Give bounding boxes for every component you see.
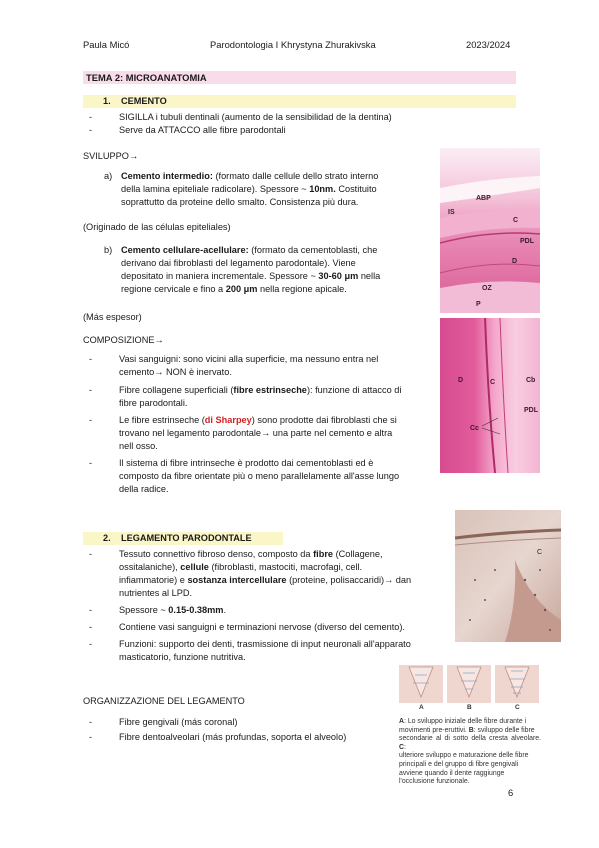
l1-collagene: (Collagene,: [335, 549, 383, 559]
panel-label-b: B: [467, 704, 472, 710]
caption-line5: principali e del gruppo di fibre gengivali: [399, 760, 519, 768]
caption-line4: ulteriore sviluppo e maturazione delle fibre: [399, 752, 529, 760]
l1-nutrientes: nutrientes al LPD.: [119, 588, 193, 598]
item-a-note: (Originado de las células epiteliales): [83, 222, 231, 232]
organizzazione-list: [83, 716, 383, 744]
comp1-line1: - Vasi sanguigni: sono vicini alla superficie, ma nessuno entra nel: [119, 354, 379, 364]
figure-label: C: [513, 217, 519, 224]
figure-label: D: [512, 258, 518, 265]
figure-label: IS: [448, 209, 455, 216]
item-b-line3-end: nella: [360, 271, 381, 281]
comp2-end: ): funzione di attacco di: [306, 385, 402, 395]
item-a-line1: (formato dalle cellule dello strato interno: [215, 171, 379, 181]
list-item: [83, 384, 432, 410]
caption-line3-end: :: [403, 743, 406, 751]
cemento-bullets: [83, 111, 438, 137]
list-item: - Fibre dentoalveolari (más profundas, soporta el alveolo): [83, 731, 383, 744]
l1-sostanza: sostanza intercellulare: [187, 575, 287, 585]
arrow-right-icon: →: [154, 367, 164, 377]
caption-line2-end: : sviluppo delle fibre: [473, 726, 535, 734]
item-b-line3: depositato in maniera incrementale. Spessore ~: [121, 271, 316, 281]
figure-label: PDL: [524, 407, 538, 414]
l1-cellule: cellule: [180, 562, 209, 572]
figure-label: P: [476, 301, 481, 308]
item-a-line3: soprattutto da proteine dello smalto. Consistenza più dura.: [121, 197, 359, 207]
caption-c-label: C: [399, 743, 404, 751]
item-b-text: [121, 244, 421, 296]
section-title-cemento: CEMENTO: [121, 96, 167, 106]
item-a-marker: a): [104, 171, 113, 181]
section-number-cemento: 1.: [103, 96, 111, 106]
histology-image-cemento-pink: [440, 318, 540, 473]
item-a-line2: della lamina epiteliale radicolare). Spessore ~: [121, 184, 307, 194]
comp2-line2: fibre parodontali.: [119, 398, 188, 408]
caption-line6: avviene quando il dente raggiunge: [399, 769, 505, 777]
sviluppo-heading: [83, 150, 138, 163]
item-a-text: [121, 170, 421, 209]
l2-end: .: [223, 605, 227, 615]
list-item: - SIGILLA i tubuli dentinali (aumento de la sensibilidad de la dentina): [83, 111, 438, 124]
list-item: [83, 638, 447, 664]
l2-start: Spessore ~: [119, 605, 166, 615]
figure-label: Cb: [526, 377, 536, 384]
section-number-legamento: 2.: [103, 533, 111, 543]
sviluppo-label: SVILUPPO: [83, 151, 129, 161]
organizzazione-title: ORGANIZZAZIONE DEL LEGAMENTO: [83, 696, 245, 706]
l1-infiammatorie: infiammatorie) e: [119, 575, 185, 585]
figure-caption: [399, 718, 541, 787]
arrow-right-icon: →: [154, 335, 164, 345]
figure-label: C: [537, 549, 543, 556]
comp3-sharpey: di Sharpey: [204, 415, 252, 425]
comp3-start: Le fibre estrinseche (: [119, 415, 205, 425]
item-b-thickness-cervical: 30-60 μm: [318, 271, 359, 281]
histology-image-ligament: [455, 510, 561, 642]
figure-label: D: [458, 377, 464, 384]
list-item: - Fibre gengivali (más coronal): [83, 716, 383, 729]
header-year: 2023/2024: [466, 39, 511, 50]
caption-line7: l'occlusione funzionale.: [399, 778, 470, 786]
comp4-line3: della radice.: [119, 484, 169, 494]
l1-dan: dan: [395, 575, 412, 585]
topic-title: TEMA 2: MICROANATOMIA: [86, 72, 207, 83]
composizione-label: COMPOSIZIONE: [83, 335, 155, 345]
comp1-cemento: cemento: [119, 367, 155, 377]
list-item: - Contiene vasi sanguigni e terminazioni nervose (diverso del cemento).: [83, 621, 447, 634]
item-b-note: (Más espesor): [83, 312, 142, 322]
l1-ossitalaniche: ossitalaniche),: [119, 562, 178, 572]
l4-line1: - Funzioni: supporto dei denti, trasmissione di input neuronali all'apparato: [119, 639, 411, 649]
arrow-right-icon: →: [128, 151, 139, 161]
arrow-right-icon: →: [384, 575, 394, 585]
legamento-list: [83, 548, 447, 664]
section-title-legamento: LEGAMENTO PARODONTALE: [121, 533, 252, 543]
list-item: - Serve da ATTACCO alle fibre parodontali: [83, 124, 438, 137]
histology-image-cemento-top: [440, 148, 540, 313]
list-item: [83, 353, 432, 379]
figure-label: Cc: [470, 425, 479, 432]
item-b-marker: b): [104, 245, 113, 255]
fiber-development-diagram: [399, 665, 541, 710]
item-b-line4-end: nella regione apicale.: [259, 284, 347, 294]
comp2-fibre-estrinseche: fibre estrinseche: [233, 385, 307, 395]
item-b-line4: regione cervicale e fino a: [121, 284, 224, 294]
comp3-line3: nell osso.: [119, 441, 158, 451]
l2-thickness: 0.15-0.38mm: [168, 605, 224, 615]
comp3-line2: trovano nel legamento parodontale: [119, 428, 261, 438]
arrow-right-icon: →: [261, 428, 271, 438]
panel-label-c: C: [515, 704, 520, 710]
list-item: [83, 414, 432, 453]
item-a-thickness: 10nm.: [309, 184, 336, 194]
caption-b-label: B: [468, 726, 474, 734]
caption-a-label: A: [399, 718, 404, 725]
item-a-line2-end: Costituito: [338, 184, 377, 194]
comp1-rest: NON è inervato.: [166, 367, 232, 377]
comp2-start: Fibre collagene superficiali (: [119, 385, 234, 395]
caption-line2: movimenti pre-eruttivi.: [399, 726, 469, 734]
comp3-line2-end: una parte nel cemento e altra: [272, 428, 393, 438]
item-b-line2: derivano dai fibroblasti del legamento parodontale). Viene: [121, 258, 356, 268]
figure-label: PDL: [520, 238, 534, 245]
comp3-end: ) sono prodotte dai fibroblasti che si: [251, 415, 397, 425]
l4-line2: masticatorio, funzione nutritiva.: [119, 652, 246, 662]
page-number: 6: [508, 787, 514, 798]
caption-line3: secondarie al di sotto della cresta alveolare.: [399, 735, 541, 743]
comp4-line2: composto da fibre orientate più o meno parallelamente all'asse lungo: [119, 471, 400, 481]
figure-label: OZ: [482, 285, 492, 292]
list-item: [83, 457, 432, 496]
composizione-list: [83, 353, 432, 496]
header-author: Paula Micó: [83, 39, 130, 50]
list-item: [83, 548, 447, 600]
composizione-heading: [83, 334, 164, 347]
panel-label-a: A: [419, 704, 424, 710]
l1-fibre: fibre: [313, 549, 334, 559]
l1-start: Tessuto connettivo fibroso denso, composto da: [119, 549, 311, 559]
figure-label: C: [490, 379, 496, 386]
list-item: [83, 604, 447, 617]
item-b-term: Cemento cellulare-acellulare:: [121, 245, 249, 255]
l1-cell-list: (fibroblasti, mastociti, macrofagi, cell.: [211, 562, 363, 572]
comp4-line1: - Il sistema di fibre intrinseche è prodotto dai cementoblasti ed è: [119, 458, 374, 468]
item-b-line1: (formato da cementoblasti, che: [251, 245, 378, 255]
figure-label: ABP: [476, 195, 491, 202]
item-a-term: Cemento intermedio:: [121, 171, 213, 181]
caption-line1: : Lo sviluppo iniziale delle fibre durante i: [403, 718, 527, 725]
l1-proteine: (proteine, polisaccaridi): [289, 575, 385, 585]
header-course: Parodontologia I Khrystyna Zhurakivska: [210, 39, 376, 50]
item-b-thickness-apical: 200 μm: [225, 284, 258, 294]
